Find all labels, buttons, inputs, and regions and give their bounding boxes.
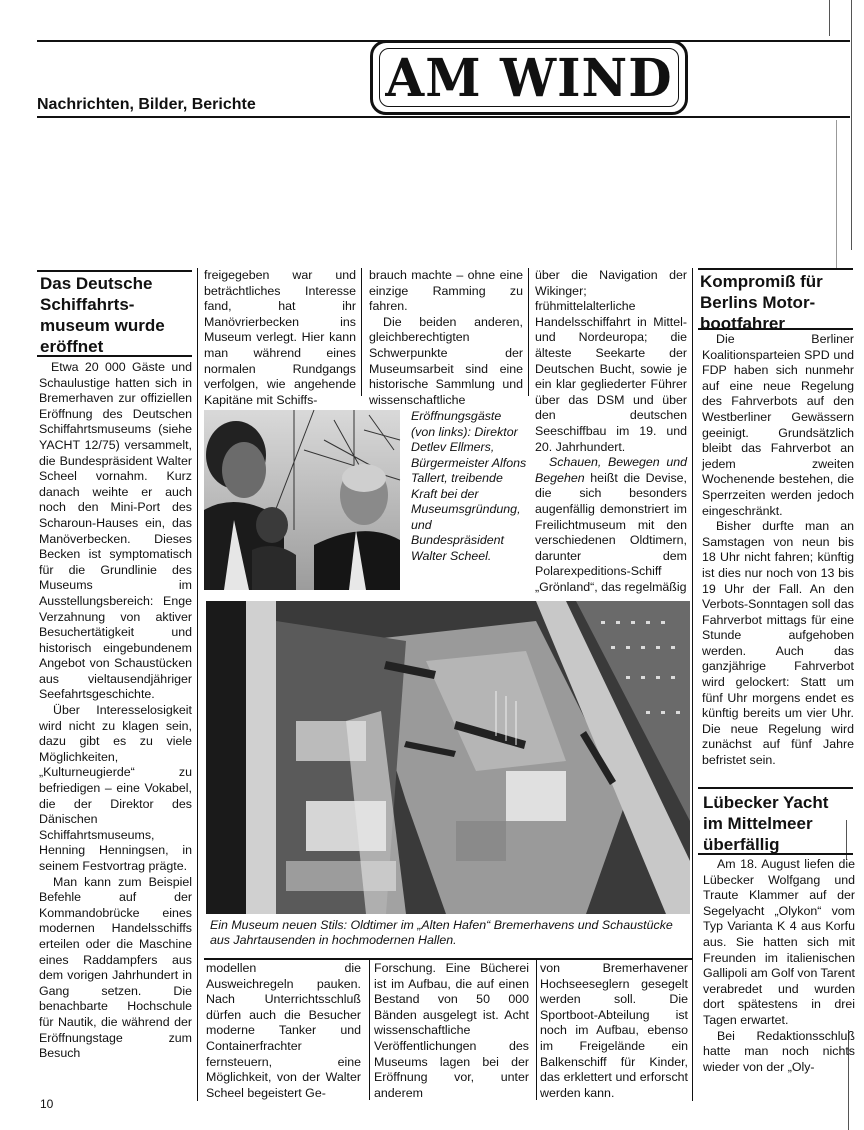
luebeck-paragraph: Bei Redaktionsschluß hatte man noch nichts wieder von der „Oly- <box>703 1028 855 1074</box>
museum-column-1 <box>39 360 192 1100</box>
museum-col3-paragraph: Die beiden anderen, gleichberechtigten Schwerpunkte der Museumsarbeit sind eine historische Sammlung und wissenschaftliche <box>369 314 523 407</box>
berlin-paragraph: Die Berliner Koalitionsparteien SPD und FDP haben sich nunmehr auf eine neue Regelung des Fahrverbots auf den Westberliner Gewässern geeinigt. Grundsätzlich bleibt das Fahrverbot an jedem zweiten Wochenende bestehen, die Sperrzeiten werden jedoch eingeschränkt. <box>702 332 854 518</box>
column-rule-2b <box>369 960 370 1100</box>
page-number: 10 <box>40 1097 54 1111</box>
am-wind-logo <box>370 40 688 115</box>
opening-guests-photo <box>204 410 400 590</box>
section-title: Nachrichten, Bilder, Berichte <box>37 96 256 113</box>
column-rule-3 <box>528 268 529 396</box>
luebeck-paragraph: Am 18. August liefen die Lübecker Wolfgang und Traute Klammer auf der Segelyacht „Olykon“ vom Typ Varianta K 4 aus Korfu aus. Sie hatten sich mit Freunden im italienischen Gallipoli am Golf von Tarent verabredet und wurden dort spätestens in drei Tagen erwartet. <box>703 857 855 1027</box>
harbor-aerial-image <box>206 601 690 914</box>
luebeck-rule-top <box>698 787 853 789</box>
museum-col4b-paragraph: von Bremerhavener Hochseeseglern gesegelt werden soll. Die Sportboot-Abteilung ist noch im Aufbau, ebenso im Freigelände ein Balkenschiff für Kinder, das erklettert und erforscht werden kann. <box>540 961 688 1100</box>
berlin-column <box>702 332 854 782</box>
museum-column-2-bottom <box>206 961 361 1101</box>
harbor-caption: Ein Museum neuen Stils: Oldtimer im „Alten Hafen“ Bremerhavens und Schaustücke aus Jahrtausenden in hochmodernen Hallen. <box>210 918 673 947</box>
column-rule-1 <box>197 268 198 1101</box>
luebeck-headline: Lübecker Yacht im Mittelmeer überfällig <box>703 793 829 854</box>
museum-col3b-paragraph: Forschung. Eine Bücherei ist im Aufbau, die auf einen Bestand von 50 000 Bänden ausgelegt ist. Acht wissenschaftliche Veröffentlichungen des Museums lagen bei der Eröffnung vor, unter anderem <box>374 961 529 1100</box>
museum-column-3-bottom <box>374 961 529 1101</box>
museum-column-4-bottom <box>540 961 688 1101</box>
museum-col1-paragraph: Man kann zum Beispiel Befehle auf der Kommandobrücke eines modernen Handelsschiffs erteilen oder die Maschine eines Raddampfers aus dem vorigen Jahrhundert in Gang setzen. Die benachbarte Hochschule für Nautik, die während der Eröffnungstage zum Besuch <box>39 874 192 1061</box>
museum-col1-paragraph: Über Interesselosigkeit wird nicht zu klagen sein, dazu gibt es zu viele Möglichkeiten, „Kulturneugierde“ zu befriedigen – eine Vokabel, die der Direktor des Dänischen Schiffahrtsmuseums, Henning Henningsen, in seinem Festvortrag prägte. <box>39 703 192 873</box>
column-rule-right <box>692 268 693 1101</box>
col4-rest: heißt die Devise, die sich besonders augenfällig demonstriert im Freilichtmuseum mit den verschiedenen Oldtimern, darunter dem Polarexpeditions-Schiff „Grönland“, das regelmäßig <box>535 470 687 594</box>
berlin-rule-top <box>698 268 853 270</box>
emphasis-phrase: Schauen, Bewegen und Begehen <box>535 455 687 485</box>
column-rule-2 <box>361 268 362 396</box>
museum-col3-paragraph: brauch machte – ohne eine einzige Ramming zu fahren. <box>369 268 523 314</box>
headline-rule-top <box>37 270 192 272</box>
museum-col4-paragraph-emphasis <box>535 455 687 595</box>
museum-col1-paragraph: Etwa 20 000 Gäste und Schaulustige hatten sich in Bremerhaven zur offiziellen Eröffnung des Deutschen Schiffahrtsmuseums (siehe YACHT 12/75) versammelt, die Bundespräsident Walter Scheel vornahm. Kurz danach weihte er auch noch den Mini-Port des Scharoun-Hauses ein, das Manöverbecken. Dieses Becken ist symptomatisch für die Grundlinie des Museums im Ausstellungsbereich: Enge Verzahnung von aktiver Besuchertätigkeit und historisch eingebundenem Angebot von Schaustücken aus vieltausendjähriger Seefahrtsgeschichte. <box>39 360 192 702</box>
museum-col2b-paragraph: modellen die Ausweichregeln pauken. Nach Unterrichtsschluß dürfen auch die Besucher moderne Tanker und Containerfrachter fernsteuern, eine Möglichkeit, von der Walter Scheel begeistert Ge- <box>206 961 361 1100</box>
museum-column-4-top <box>535 268 687 598</box>
museum-column-3-top <box>369 268 523 407</box>
luebeck-column <box>703 857 855 1100</box>
museum-col4-paragraph: über die Navigation der Wikinger; frühmittelalterliche Handelsschiffahrt in Mittel- und Nordeuropa; die älteste Seekarte der Deutschen Bucht, sowie je ein klar gegliederter Führer über das DSM und über den deutschen Seeschiffbau im 19. und 20. Jahrhundert. <box>535 268 687 454</box>
guests-caption: Eröffnungsgäste (von links): Direktor Detlev Ellmers, Bürgermeister Alfons Tallert, treibende Kraft bei der Museumsgründung, und Bundespräsident Walter Scheel. <box>411 409 527 563</box>
museum-col2-paragraph: freigegeben war und beträchtliches Interesse fand, hat ihr Manövrierbecken ins Museum verlegt. Hier kann man während eines normalen Rundgangs verfolgen, wie angehende Kapitäne mit Schiffs- <box>204 268 356 407</box>
berlin-headline: Kompromiß für Berlins Motor-bootfahrer <box>700 272 823 333</box>
column-rule-3b <box>536 960 537 1100</box>
opening-guests-image <box>204 410 400 590</box>
berlin-paragraph: Bisher durfte man an Samstagen von neun bis 18 Uhr nicht fahren; künftig ist dies nur noch von 13 bis 19 Uhr der Fall. An den Verbots-Sonntagen soll das Fahrverbot mittags für eine Stunde aufgehoben werden. Auch das ganzjährige Fahrverbot wird gelockert: Statt um fünf Uhr morgens endet es künftig bereits um vier Uhr. Die neue Regelung wird zunächst auf fünf Jahre befristet sein. <box>702 519 854 768</box>
masthead-bottom-rule <box>37 116 850 118</box>
lower-columns-rule <box>204 958 692 960</box>
museum-headline: Das Deutsche Schiffahrts-museum wurde eröffnet <box>40 274 165 356</box>
logo-text: AM WIND <box>385 46 673 108</box>
harbor-aerial-photo <box>206 601 690 914</box>
museum-column-2-top <box>204 268 356 407</box>
